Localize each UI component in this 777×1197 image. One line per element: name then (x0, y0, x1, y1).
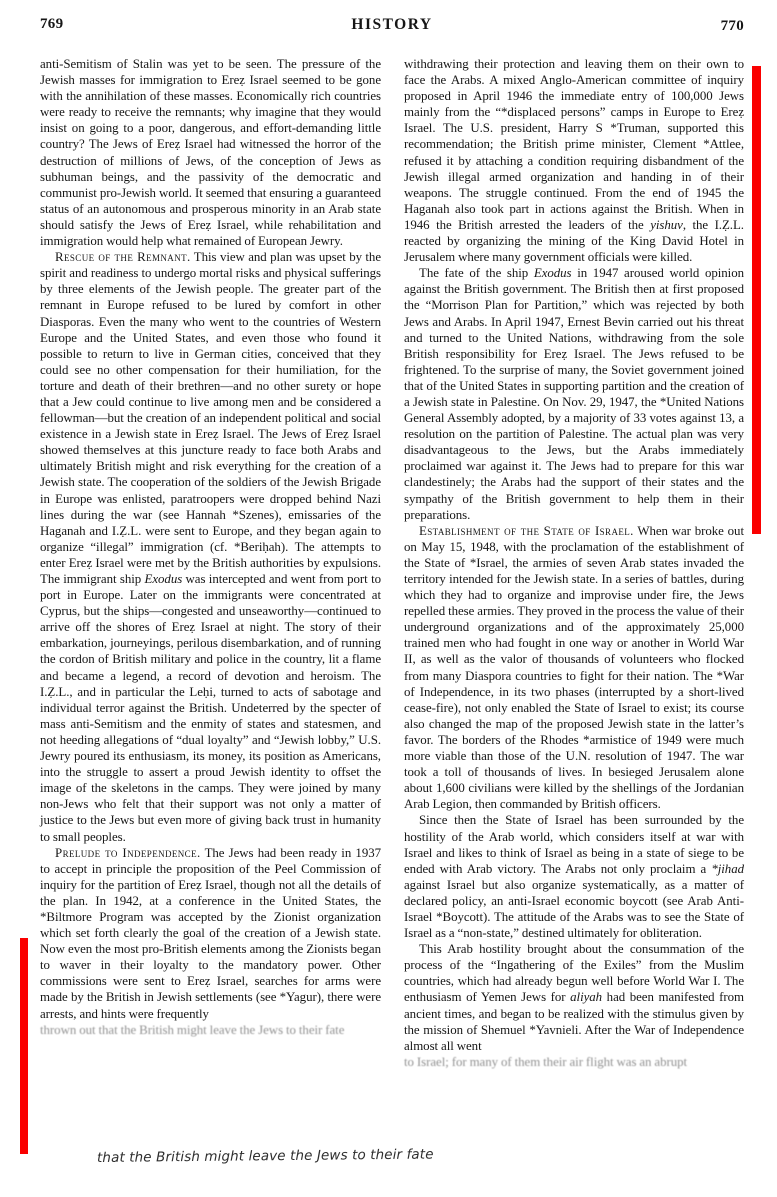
handwritten-annotation: that the British might leave the Jews to their fate (96, 1146, 434, 1166)
section-heading: Rescue of the Remnant. (55, 250, 191, 265)
italic-term: Exodus (144, 572, 183, 586)
text-run: had been manifested from ancient times, and began to be realized with the stimulus given by the mission of Shemuel *Yavnieli. After the War of Independence almost all went (404, 990, 745, 1053)
page-number-right: 770 (720, 18, 744, 34)
italic-term: Exodus (533, 266, 572, 281)
text-run: The fate of the ship (419, 266, 534, 281)
text-run: against Israel but also organize systematically, as a matter of declared policy, an anti-Israel economic boycott (see Arab Anti-Israel *Boycott). The attitude of the Arabs was to see the State of Israel as a “non-state,” destined ultimately for obliteration. (404, 877, 744, 941)
faded-print-line (404, 1054, 744, 1070)
paragraph (404, 265, 744, 523)
section-heading: Prelude to Independence. (55, 845, 201, 860)
text-run: , the I.Ẓ.L. reacted by organizing the mining of the King David Hotel in Jerusalem where many government officials were killed. (404, 217, 744, 265)
text-column-left (40, 56, 381, 1038)
red-margin-mark-right (752, 66, 761, 534)
paragraph (40, 56, 381, 249)
italic-term: yishuv (650, 217, 683, 232)
text-run: The Jews had been ready in 1937 to accept in principle the proposition of the Peel Commission of inquiry for the partition of Ereẓ Israel, though not all the details of the plan. In 1942, at a conference in the United States, the *Biltmore Program was accepted by the Zionist organization which set forth clearly the goal of the creation of a Jewish state. Now even the most pro-British elements among the Zionists began to waver in their loyalty to the mandatory power. Other commissions were sent to Ereẓ Israel, searches for arms were made by the British in Jewish settlements (see *Yagur), there were arrests, and hints were frequently (40, 845, 381, 1021)
text-run: withdrawing their protection and leaving them on their own to face the Arabs. A mixed Anglo-American committee of inquiry proposed in April 1946 the immediate entry of 100,000 Jews mainly from the “*displaced persons” camps in Europe to Ereẓ Israel. The U.S. president, Harry S *Truman, supported this recommendation; the British prime minister, Clement *Attlee, refused it by attaching a condition requiring disbandment of the Jewish illegal armed organization and handing in of their weapons. The struggle continued. From the end of 1945 the Haganah also took part in actions against the British. When in 1946 the British arrested the leaders of the (404, 57, 744, 232)
italic-term: aliyah (570, 990, 603, 1005)
text-column-right (404, 56, 744, 1070)
text-run: This view and plan was upset by the spirit and readiness to undergo mortal risks and physical sufferings by three elements of the Jewish people. The greater part of the remnant in Europe refused to be lured by comfort in other Diasporas. Even the many who went to the countries of Western Europe and the United States, and even those who found it possible to return to live in German cities, conceived that they could see no other compensation for their humiliation, for the torture and death of their brethren—and no other surety or hope that a Jew could continue to live among men and be considered a fellowman—but the creation of an independent political and social existence in a Jewish state in Ereẓ Israel. The Jews of Ereẓ Israel showed themselves at this juncture ready to face both Arabs and ultimately British might and risk everything for the creation of a Jewish state. The cooperation of the soldiers of the Jewish Brigade in Europe was enlisted, paratroopers were dropped behind Nazi lines during the war (see Hannah *Szenes), emissaries of the Haganah and I.Ẓ.L. were sent to Europe, and they began again to organize “illegal” immigration (cf. *Beriḥah). The attempts to enter Ereẓ Israel were met by the British authorities by expulsions. The immigrant ship (40, 250, 381, 586)
section-heading: Establishment of the State of Israel. (419, 523, 634, 538)
text-run: to Israel; for many of them their air flight was an abrupt (404, 1054, 688, 1069)
text-run: thrown out that the British might leave the Jews to their fate (40, 1022, 345, 1037)
faded-print-line (40, 1022, 381, 1038)
text-run: This Arab hostility brought about the consummation of the process of the “Ingathering of the Exiles” from the Muslim countries, which had already begun well before World War I. The enthusiasm of Yemen Jews for (404, 942, 744, 1005)
paragraph (404, 941, 744, 1054)
page-header (40, 16, 744, 38)
text-run: was intercepted and went from port to port in Europe. Later on the immigrants were concentrated at Cyprus, but the ships—congested and unseaworthy—continued to arrive off the shores of Ereẓ Israel at night. The story of their embarkation, journeyings, perilous disembarkation, and of running the cordon of British military and police in the country, lit a flame and became a legend, a record of devotion and heroism. The I.Ẓ.L., and in particular the Leḥi, turned to acts of sabotage and individual terror against the British. Undeterred by the specter of mass anti-Semitism and the enmity of states and statesmen, and not heeding allegations of “dual loyalty” and “Jewish lobby,” U.S. Jewry poured its enthusiasm, its money, its position as Americans, into the struggle to assert a proud Jewish identity to offset the image of the skeletons in the camps. They were joined by many non-Jews who felt that their support was not only a matter of justice to the Jews but even more of giving back trust in humanity to small peoples. (40, 572, 381, 844)
red-margin-mark-left (20, 938, 28, 1154)
text-run: When war broke out on May 15, 1948, with the proclamation of the establishment of the State of *Israel, the armies of seven Arab states invaded the territory intended for the Jewish state. In a series of battles, during which they had to organize and improvise under fire, the Jews repelled these armies. They proved in the process the value of their underground organizations and of the approximately 25,000 trained men who had fought in one way or another in World War II, as well as the valor of thousands of volunteers who flocked from many Diaspora countries to fight for their nation. The *War of Independence, in its two phases (interrupted by a short-lived cease-fire), not only enabled the State of Israel to exist; its course also changed the map of the proposed Jewish state in the latter’s favor. The borders of the Rhodes *armistice of 1949 were much more viable than those of the U.N. resolution of 1947. The war took a toll of thousands of lives. In besieged Jerusalem alone about 1,600 civilians were killed by the shellings of the Jordanian Arab Legion, then commanded by British officers. (404, 523, 744, 812)
text-run: Since then the State of Israel has been surrounded by the hostility of the Arab world, which considers itself at war with Israel and likes to think of Israel as being in a state of siege to be ended with Arab victory. The Arabs not only proclaim a (404, 813, 744, 876)
paragraph (404, 812, 744, 941)
page-title: HISTORY (351, 16, 433, 33)
text-run: in 1947 aroused world opinion against the British government. The British then at first proposed the “Morrison Plan for Partition,” which was rejected by both Jews and Arabs. In April 1947, Ernest Bevin carried out his threat and turned to the United Nations, withdrawing from the sole British responsibility for Ereẓ Israel. The Jews refused to be frightened. To the surprise of many, the Soviet government joined that of the United States in supporting partition and the creation of a Jewish state in Palestine. On Nov. 29, 1947, the *United Nations General Assembly adopted, by a majority of 33 votes against 13, a resolution on the partition of Palestine. The actual plan was very disadvantageous to the Jews, but the Arabs immediately proclaimed war against it. The Jews had to prepare for this war clandestinely; the Arabs had the support of their states and the sympathy of the British government to help them in their preparations. (404, 266, 744, 522)
paragraph (40, 845, 381, 1022)
text-run: anti-Semitism of Stalin was yet to be seen. The pressure of the Jewish masses for immigration to Ereẓ Israel seemed to be gone with the annihilation of these masses. Economically rich countries were ready to receive the remnants; why imagine that they would insist on going to a poor, dangerous, and effort-demanding little country? The Jews of Ereẓ Israel had witnessed the horror of the destruction of millions of Jews, of the conception of Jews as subhuman beings, and the passivity of the democratic and communist pro-Jewish world. It seemed that ensuring a guaranteed status of an autonomous and prosperous minority in an Arab state should satisfy the Jews of Ereẓ Israel, while rehabilitation and immigration would help what remained of European Jewry. (40, 57, 381, 249)
paragraph (40, 249, 381, 844)
page-number-left: 769 (40, 16, 64, 32)
paragraph (404, 56, 744, 265)
italic-term: *jihad (711, 861, 744, 876)
paragraph (404, 523, 744, 813)
